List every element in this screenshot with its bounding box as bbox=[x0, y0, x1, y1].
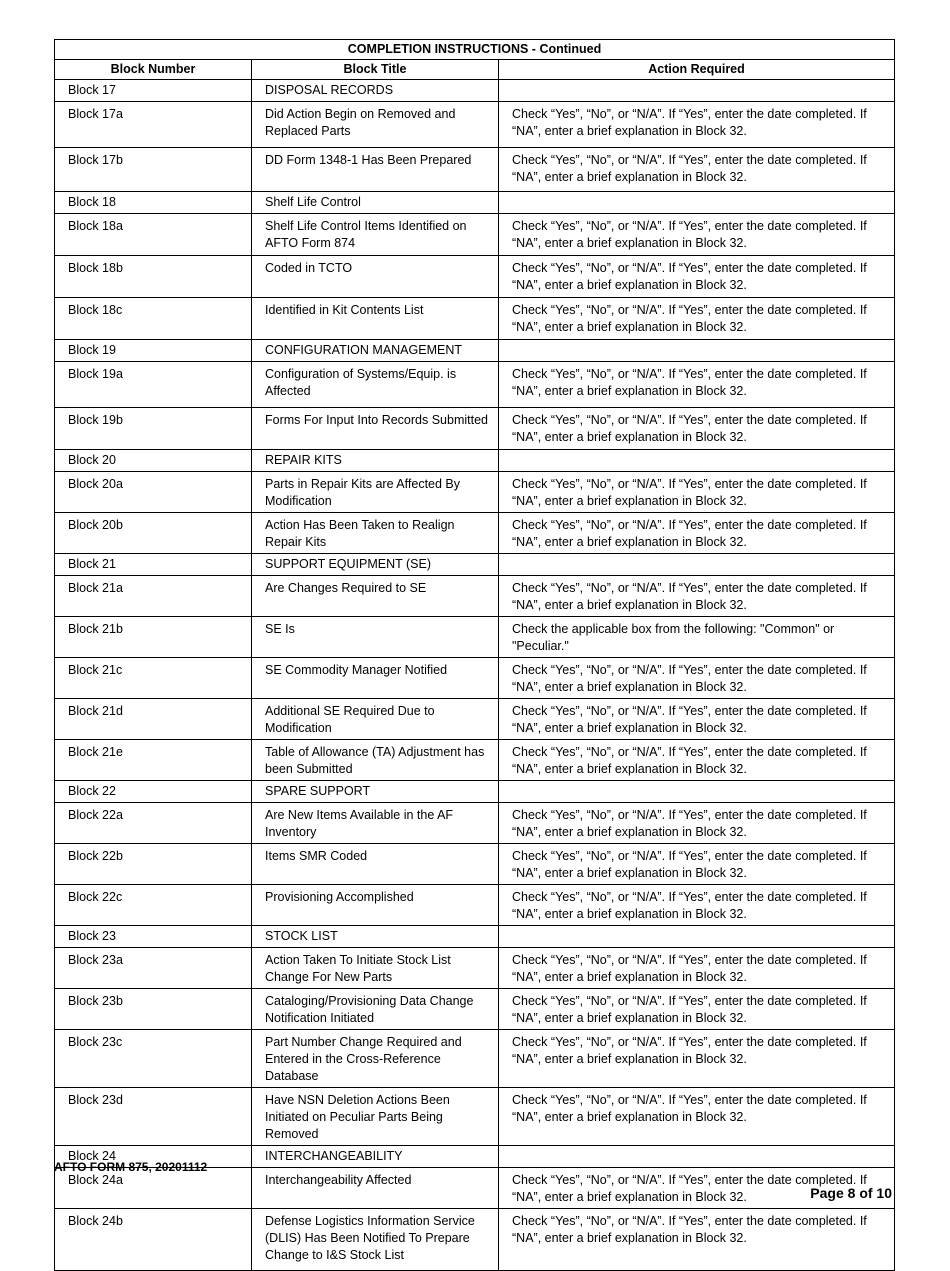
table-row bbox=[55, 472, 895, 513]
block-title-cell: CONFIGURATION MANAGEMENT bbox=[252, 340, 499, 362]
block-number-cell: Block 22 bbox=[55, 781, 252, 803]
table-row bbox=[55, 340, 895, 362]
action-required-cell bbox=[499, 554, 895, 576]
action-required-cell: Check “Yes”, “No”, or “N/A”. If “Yes”, enter the date completed. If “NA”, enter a brief explanation in Block 32. bbox=[499, 298, 895, 340]
action-required-cell: Check “Yes”, “No”, or “N/A”. If “Yes”, enter the date completed. If “NA”, enter a brief explanation in Block 32. bbox=[499, 699, 895, 740]
table-row bbox=[55, 844, 895, 885]
block-title-cell: SE Commodity Manager Notified bbox=[252, 658, 499, 699]
block-number-cell: Block 17b bbox=[55, 148, 252, 192]
block-number-cell: Block 22b bbox=[55, 844, 252, 885]
table-row bbox=[55, 1209, 895, 1271]
block-title-cell: Identified in Kit Contents List bbox=[252, 298, 499, 340]
block-title-cell: Action Has Been Taken to Realign Repair Kits bbox=[252, 513, 499, 554]
block-number-cell: Block 24 bbox=[55, 1146, 252, 1168]
form-identifier: AFTO FORM 875, 20201112 bbox=[54, 1160, 208, 1174]
block-number-cell: Block 23a bbox=[55, 948, 252, 989]
block-title-cell: Did Action Begin on Removed and Replaced Parts bbox=[252, 102, 499, 148]
table-row bbox=[55, 148, 895, 192]
table-row bbox=[55, 948, 895, 989]
block-title-cell: Table of Allowance (TA) Adjustment has been Submitted bbox=[252, 740, 499, 781]
completion-instructions-sheet bbox=[54, 39, 894, 1271]
action-required-cell: Check “Yes”, “No”, or “N/A”. If “Yes”, enter the date completed. If “NA”, enter a brief explanation in Block 32. bbox=[499, 148, 895, 192]
block-number-cell: Block 21 bbox=[55, 554, 252, 576]
action-required-cell bbox=[499, 450, 895, 472]
table-row bbox=[55, 1030, 895, 1088]
action-required-cell: Check “Yes”, “No”, or “N/A”. If “Yes”, enter the date completed. If “NA”, enter a brief explanation in Block 32. bbox=[499, 1209, 895, 1271]
block-title-cell: Defense Logistics Information Service (DLIS) Has Been Notified To Prepare Change to I&S Stock List bbox=[252, 1209, 499, 1271]
action-required-cell: Check “Yes”, “No”, or “N/A”. If “Yes”, enter the date completed. If “NA”, enter a brief explanation in Block 32. bbox=[499, 362, 895, 408]
table-row bbox=[55, 989, 895, 1030]
table-row bbox=[55, 699, 895, 740]
block-title-cell: Provisioning Accomplished bbox=[252, 885, 499, 926]
block-number-cell: Block 17a bbox=[55, 102, 252, 148]
action-required-cell: Check “Yes”, “No”, or “N/A”. If “Yes”, enter the date completed. If “NA”, enter a brief explanation in Block 32. bbox=[499, 740, 895, 781]
block-title-cell: Interchangeability Affected bbox=[252, 1168, 499, 1209]
block-number-cell: Block 17 bbox=[55, 80, 252, 102]
table-row bbox=[55, 617, 895, 658]
completion-instructions-table bbox=[54, 39, 895, 1271]
block-title-cell: Shelf Life Control Items Identified on AFTO Form 874 bbox=[252, 214, 499, 256]
block-title-cell: Shelf Life Control bbox=[252, 192, 499, 214]
table-row bbox=[55, 408, 895, 450]
block-title-cell: Have NSN Deletion Actions Been Initiated on Peculiar Parts Being Removed bbox=[252, 1088, 499, 1146]
block-title-cell: Additional SE Required Due to Modification bbox=[252, 699, 499, 740]
table-row bbox=[55, 781, 895, 803]
table-row bbox=[55, 256, 895, 298]
block-number-cell: Block 24a bbox=[55, 1168, 252, 1209]
block-title-cell: Part Number Change Required and Entered in the Cross-Reference Database bbox=[252, 1030, 499, 1088]
table-row bbox=[55, 102, 895, 148]
action-required-cell bbox=[499, 192, 895, 214]
block-title-cell: Forms For Input Into Records Submitted bbox=[252, 408, 499, 450]
block-number-cell: Block 22a bbox=[55, 803, 252, 844]
table-row bbox=[55, 80, 895, 102]
block-title-cell: DD Form 1348-1 Has Been Prepared bbox=[252, 148, 499, 192]
block-number-cell: Block 19b bbox=[55, 408, 252, 450]
block-title-cell: SE Is bbox=[252, 617, 499, 658]
action-required-cell: Check “Yes”, “No”, or “N/A”. If “Yes”, enter the date completed. If “NA”, enter a brief explanation in Block 32. bbox=[499, 102, 895, 148]
action-required-cell bbox=[499, 340, 895, 362]
block-number-cell: Block 21d bbox=[55, 699, 252, 740]
block-number-cell: Block 19a bbox=[55, 362, 252, 408]
table-row bbox=[55, 926, 895, 948]
block-title-cell: Cataloging/Provisioning Data Change Notification Initiated bbox=[252, 989, 499, 1030]
action-required-cell bbox=[499, 1146, 895, 1168]
block-title-cell: Configuration of Systems/Equip. is Affected bbox=[252, 362, 499, 408]
action-required-cell: Check “Yes”, “No”, or “N/A”. If “Yes”, enter the date completed. If “NA”, enter a brief explanation in Block 32. bbox=[499, 1088, 895, 1146]
table-row bbox=[55, 740, 895, 781]
table-title: COMPLETION INSTRUCTIONS - Continued bbox=[55, 40, 895, 60]
block-number-cell: Block 21c bbox=[55, 658, 252, 699]
block-title-cell: Are New Items Available in the AF Inventory bbox=[252, 803, 499, 844]
block-title-cell: Action Taken To Initiate Stock List Change For New Parts bbox=[252, 948, 499, 989]
header-block-number: Block Number bbox=[55, 60, 252, 80]
table-row bbox=[55, 658, 895, 699]
action-required-cell: Check “Yes”, “No”, or “N/A”. If “Yes”, enter the date completed. If “NA”, enter a brief explanation in Block 32. bbox=[499, 803, 895, 844]
table-body bbox=[55, 80, 895, 1271]
action-required-cell: Check “Yes”, “No”, or “N/A”. If “Yes”, enter the date completed. If “NA”, enter a brief explanation in Block 32. bbox=[499, 513, 895, 554]
table-row bbox=[55, 576, 895, 617]
table-row bbox=[55, 1088, 895, 1146]
header-block-title: Block Title bbox=[252, 60, 499, 80]
page-number: Page 8 of 10 bbox=[810, 1185, 892, 1201]
action-required-cell bbox=[499, 926, 895, 948]
action-required-cell: Check “Yes”, “No”, or “N/A”. If “Yes”, enter the date completed. If “NA”, enter a brief explanation in Block 32. bbox=[499, 472, 895, 513]
table-row bbox=[55, 298, 895, 340]
table-row bbox=[55, 362, 895, 408]
block-number-cell: Block 24b bbox=[55, 1209, 252, 1271]
block-title-cell: INTERCHANGEABILITY bbox=[252, 1146, 499, 1168]
action-required-cell: Check “Yes”, “No”, or “N/A”. If “Yes”, enter the date completed. If “NA”, enter a brief explanation in Block 32. bbox=[499, 1030, 895, 1088]
block-title-cell: STOCK LIST bbox=[252, 926, 499, 948]
block-number-cell: Block 23b bbox=[55, 989, 252, 1030]
block-title-cell: REPAIR KITS bbox=[252, 450, 499, 472]
block-title-cell: Coded in TCTO bbox=[252, 256, 499, 298]
block-number-cell: Block 18 bbox=[55, 192, 252, 214]
action-required-cell: Check “Yes”, “No”, or “N/A”. If “Yes”, enter the date completed. If “NA”, enter a brief explanation in Block 32. bbox=[499, 1168, 895, 1209]
table-row bbox=[55, 450, 895, 472]
block-title-cell: DISPOSAL RECORDS bbox=[252, 80, 499, 102]
block-title-cell: Items SMR Coded bbox=[252, 844, 499, 885]
table-title-row bbox=[55, 40, 895, 60]
block-number-cell: Block 21a bbox=[55, 576, 252, 617]
table-row bbox=[55, 192, 895, 214]
block-number-cell: Block 18b bbox=[55, 256, 252, 298]
action-required-cell: Check “Yes”, “No”, or “N/A”. If “Yes”, enter the date completed. If “NA”, enter a brief explanation in Block 32. bbox=[499, 658, 895, 699]
action-required-cell: Check “Yes”, “No”, or “N/A”. If “Yes”, enter the date completed. If “NA”, enter a brief explanation in Block 32. bbox=[499, 256, 895, 298]
block-number-cell: Block 23 bbox=[55, 926, 252, 948]
action-required-cell: Check “Yes”, “No”, or “N/A”. If “Yes”, enter the date completed. If “NA”, enter a brief explanation in Block 32. bbox=[499, 989, 895, 1030]
action-required-cell: Check “Yes”, “No”, or “N/A”. If “Yes”, enter the date completed. If “NA”, enter a brief explanation in Block 32. bbox=[499, 844, 895, 885]
block-number-cell: Block 20a bbox=[55, 472, 252, 513]
block-title-cell: Are Changes Required to SE bbox=[252, 576, 499, 617]
header-action-required: Action Required bbox=[499, 60, 895, 80]
action-required-cell: Check “Yes”, “No”, or “N/A”. If “Yes”, enter the date completed. If “NA”, enter a brief explanation in Block 32. bbox=[499, 576, 895, 617]
table-row bbox=[55, 885, 895, 926]
action-required-cell: Check “Yes”, “No”, or “N/A”. If “Yes”, enter the date completed. If “NA”, enter a brief explanation in Block 32. bbox=[499, 214, 895, 256]
block-number-cell: Block 20 bbox=[55, 450, 252, 472]
block-number-cell: Block 21b bbox=[55, 617, 252, 658]
table-row bbox=[55, 554, 895, 576]
block-title-cell: Parts in Repair Kits are Affected By Modification bbox=[252, 472, 499, 513]
block-title-cell: SUPPORT EQUIPMENT (SE) bbox=[252, 554, 499, 576]
action-required-cell: Check “Yes”, “No”, or “N/A”. If “Yes”, enter the date completed. If “NA”, enter a brief explanation in Block 32. bbox=[499, 408, 895, 450]
block-number-cell: Block 18a bbox=[55, 214, 252, 256]
block-number-cell: Block 18c bbox=[55, 298, 252, 340]
block-number-cell: Block 23c bbox=[55, 1030, 252, 1088]
block-number-cell: Block 21e bbox=[55, 740, 252, 781]
action-required-cell: Check the applicable box from the following: "Common" or "Peculiar." bbox=[499, 617, 895, 658]
table-header-row bbox=[55, 60, 895, 80]
block-number-cell: Block 19 bbox=[55, 340, 252, 362]
block-title-cell: SPARE SUPPORT bbox=[252, 781, 499, 803]
table-row bbox=[55, 803, 895, 844]
action-required-cell: Check “Yes”, “No”, or “N/A”. If “Yes”, enter the date completed. If “NA”, enter a brief explanation in Block 32. bbox=[499, 885, 895, 926]
table-row bbox=[55, 214, 895, 256]
table-row bbox=[55, 513, 895, 554]
block-number-cell: Block 20b bbox=[55, 513, 252, 554]
block-number-cell: Block 22c bbox=[55, 885, 252, 926]
action-required-cell bbox=[499, 80, 895, 102]
block-number-cell: Block 23d bbox=[55, 1088, 252, 1146]
action-required-cell bbox=[499, 781, 895, 803]
action-required-cell: Check “Yes”, “No”, or “N/A”. If “Yes”, enter the date completed. If “NA”, enter a brief explanation in Block 32. bbox=[499, 948, 895, 989]
